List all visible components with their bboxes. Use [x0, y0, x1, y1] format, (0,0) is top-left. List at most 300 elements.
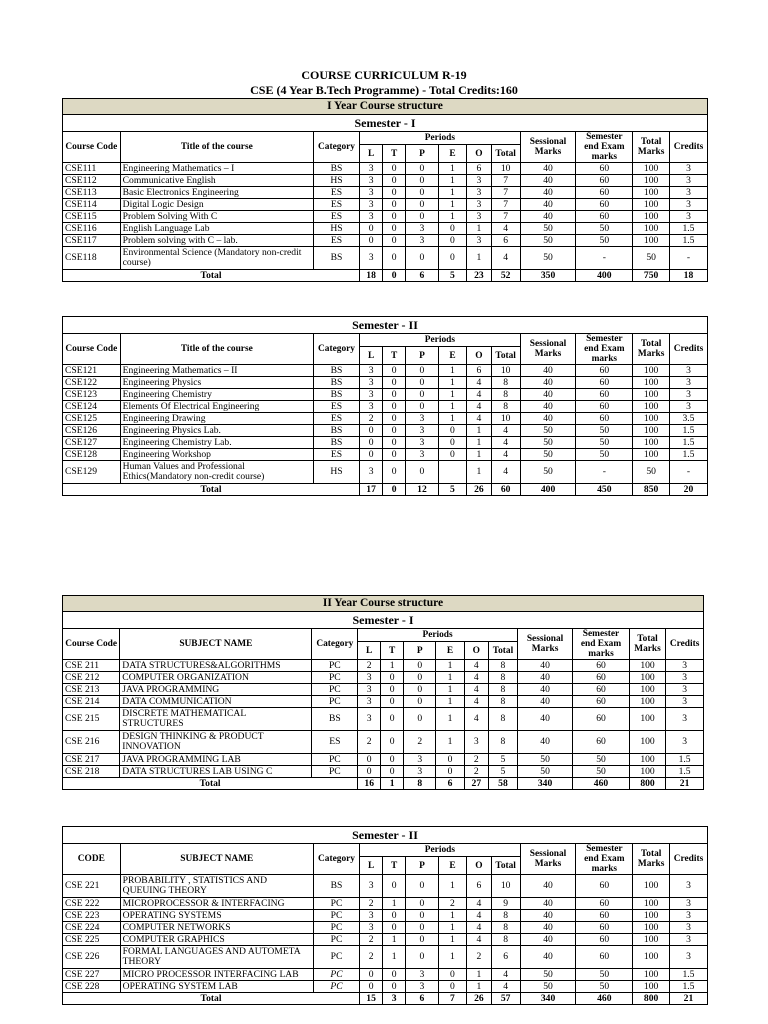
- course-title: FORMAL LANGUAGES AND AUTOMETA THEORY: [120, 946, 313, 969]
- course-title: Digital Logic Design: [120, 199, 313, 211]
- col-periods: Periods: [360, 132, 521, 145]
- period-p: 0: [406, 934, 439, 946]
- period-t: 0: [381, 708, 404, 731]
- semend-marks: 50: [576, 437, 633, 449]
- course-title: Communicative English: [120, 175, 313, 187]
- total-marks: 100: [633, 413, 670, 425]
- period-o: 1: [467, 425, 491, 437]
- course-title: JAVA PROGRAMMING LAB: [120, 754, 312, 766]
- semend-marks: 60: [576, 875, 633, 898]
- sessional-marks: 50: [520, 449, 576, 461]
- table-row: [63, 223, 708, 235]
- total-label: Total: [63, 778, 358, 790]
- total-row: [63, 993, 708, 1005]
- period-total: 8: [488, 684, 517, 696]
- period-t: 0: [383, 365, 406, 377]
- period-p: 3: [406, 969, 439, 981]
- total-marks: 100: [633, 875, 670, 898]
- period-total: 8: [491, 401, 520, 413]
- period-o: 3: [464, 731, 488, 754]
- total-e: 5: [438, 484, 466, 496]
- course-title: DATA STRUCTURES LAB USING C: [120, 766, 312, 778]
- period-t: 0: [383, 449, 406, 461]
- course-code: CSE127: [63, 437, 121, 449]
- col-title: Title of the course: [120, 132, 313, 163]
- semend-marks: 60: [576, 211, 633, 223]
- period-o: 3: [467, 175, 491, 187]
- course-title: Elements Of Electrical Engineering: [120, 401, 313, 413]
- total-o: 26: [467, 993, 491, 1005]
- course-category: HS: [313, 175, 359, 187]
- course-category: PC: [313, 910, 359, 922]
- col-code: Course Code: [63, 132, 121, 163]
- total-marks: 100: [633, 437, 670, 449]
- course-title: MICRO PROCESSOR INTERFACING LAB: [120, 969, 313, 981]
- period-l: 0: [358, 766, 381, 778]
- year2-sem2-block: [62, 826, 708, 1005]
- period-p: 0: [406, 401, 439, 413]
- period-o: 2: [464, 754, 488, 766]
- total-total: 57: [491, 993, 520, 1005]
- total-marks: 100: [633, 199, 670, 211]
- period-total: 6: [491, 235, 520, 247]
- period-e: 0: [438, 449, 466, 461]
- period-l: 2: [360, 946, 383, 969]
- credits: 3: [669, 946, 707, 969]
- credits: 3: [666, 708, 704, 731]
- period-t: 0: [381, 766, 404, 778]
- col-o: O: [467, 145, 491, 163]
- semend-marks: 60: [573, 684, 630, 696]
- period-o: 2: [464, 766, 488, 778]
- table-row: [63, 898, 708, 910]
- semend-marks: 60: [576, 365, 633, 377]
- period-o: 6: [467, 163, 491, 175]
- course-title: Human Values and Professional Ethics(Mandatory non-credit course): [120, 461, 313, 484]
- total-tm: 800: [633, 993, 670, 1005]
- total-tm: 750: [633, 270, 670, 282]
- semend-marks: 50: [576, 449, 633, 461]
- period-t: 0: [381, 754, 404, 766]
- sessional-marks: 40: [517, 672, 572, 684]
- col-credits: Credits: [669, 844, 707, 875]
- total-l: 17: [360, 484, 383, 496]
- course-title: Engineering Chemistry: [120, 389, 313, 401]
- period-total: 5: [488, 754, 517, 766]
- col-credits: Credits: [669, 334, 707, 365]
- period-t: 0: [383, 163, 406, 175]
- total-o: 23: [467, 270, 491, 282]
- col-semend: Semester end Exam marks: [576, 334, 633, 365]
- total-cr: 21: [666, 778, 704, 790]
- period-p: 0: [404, 708, 436, 731]
- page-subtitle: CSE (4 Year B.Tech Programme) - Total Credits:160: [250, 83, 518, 97]
- col-periods: Periods: [358, 629, 518, 642]
- sessional-marks: 50: [520, 247, 576, 270]
- period-l: 3: [360, 187, 383, 199]
- total-marks: 100: [633, 981, 670, 993]
- course-code: CSE 218: [63, 766, 120, 778]
- credits: 3: [666, 696, 704, 708]
- period-total: 10: [491, 163, 520, 175]
- course-category: BS: [313, 425, 359, 437]
- total-ses: 400: [520, 484, 576, 496]
- course-title: Engineering Drawing: [120, 413, 313, 425]
- period-e: 1: [436, 672, 464, 684]
- period-t: 0: [383, 211, 406, 223]
- period-e: 1: [438, 365, 466, 377]
- table-row: [63, 401, 708, 413]
- period-total: 4: [491, 449, 520, 461]
- period-l: 3: [360, 461, 383, 484]
- course-title: Environmental Science (Mandatory non-credit course): [120, 247, 313, 270]
- course-code: CSE 224: [63, 922, 121, 934]
- total-p: 6: [406, 270, 439, 282]
- course-title: Engineering Physics: [120, 377, 313, 389]
- period-e: 1: [438, 199, 466, 211]
- course-category: PC: [313, 898, 359, 910]
- semend-marks: 60: [576, 898, 633, 910]
- total-marks: 100: [633, 163, 670, 175]
- period-l: 3: [360, 401, 383, 413]
- course-title: Basic Electronics Engineering: [120, 187, 313, 199]
- total-end: 460: [573, 778, 630, 790]
- semend-marks: 60: [573, 696, 630, 708]
- period-o: 3: [467, 211, 491, 223]
- total-l: 15: [360, 993, 383, 1005]
- period-l: 3: [360, 875, 383, 898]
- table-row: [63, 934, 708, 946]
- course-code: CSE122: [63, 377, 121, 389]
- period-t: 0: [383, 875, 406, 898]
- period-p: 3: [404, 754, 436, 766]
- period-total: 7: [491, 187, 520, 199]
- sessional-marks: 40: [520, 401, 576, 413]
- period-t: 0: [383, 235, 406, 247]
- col-code: Course Code: [63, 629, 120, 660]
- semend-marks: 60: [576, 946, 633, 969]
- period-l: 3: [360, 922, 383, 934]
- credits: 3: [669, 377, 707, 389]
- period-t: 1: [383, 898, 406, 910]
- period-o: 4: [464, 672, 488, 684]
- period-e: 2: [438, 898, 466, 910]
- total-cr: 18: [669, 270, 707, 282]
- course-code: CSE 228: [63, 981, 121, 993]
- total-row: [63, 484, 708, 496]
- course-category: ES: [313, 211, 359, 223]
- period-t: 1: [383, 946, 406, 969]
- total-marks: 100: [633, 235, 670, 247]
- period-p: 0: [406, 922, 439, 934]
- col-o: O: [464, 642, 488, 660]
- period-p: 0: [406, 377, 439, 389]
- course-title: Engineering Chemistry Lab.: [120, 437, 313, 449]
- period-p: 0: [406, 175, 439, 187]
- total-marks: 100: [633, 922, 670, 934]
- period-p: 3: [406, 235, 439, 247]
- period-t: 0: [383, 437, 406, 449]
- period-p: 0: [406, 163, 439, 175]
- table-row: [63, 731, 704, 754]
- period-total: 8: [491, 389, 520, 401]
- total-p: 8: [404, 778, 436, 790]
- period-t: 0: [383, 199, 406, 211]
- period-o: 3: [467, 187, 491, 199]
- period-e: 1: [438, 401, 466, 413]
- period-e: 0: [438, 981, 466, 993]
- period-o: 4: [467, 910, 491, 922]
- credits: -: [669, 461, 707, 484]
- total-marks: 100: [633, 898, 670, 910]
- total-t: 3: [383, 993, 406, 1005]
- period-o: 6: [467, 365, 491, 377]
- table-row: [63, 449, 708, 461]
- col-l: L: [360, 145, 383, 163]
- table-row: [63, 708, 704, 731]
- semend-marks: 60: [576, 910, 633, 922]
- course-title: DISCRETE MATHEMATICAL STRUCTURES: [120, 708, 312, 731]
- period-e: 1: [438, 377, 466, 389]
- semend-marks: 60: [576, 175, 633, 187]
- period-l: 0: [360, 223, 383, 235]
- table-row: [63, 684, 704, 696]
- col-code: Course Code: [63, 334, 121, 365]
- sessional-marks: 40: [520, 934, 576, 946]
- course-category: HS: [313, 461, 359, 484]
- period-o: 3: [467, 235, 491, 247]
- period-l: 3: [360, 211, 383, 223]
- period-t: 0: [383, 910, 406, 922]
- table-row: [63, 461, 708, 484]
- credits: 1.5: [666, 754, 704, 766]
- period-o: 4: [464, 660, 488, 672]
- col-total: Total: [488, 642, 517, 660]
- semend-marks: 60: [573, 660, 630, 672]
- col-totalmarks: Total Marks: [633, 334, 670, 365]
- period-e: 1: [438, 163, 466, 175]
- period-t: 0: [383, 922, 406, 934]
- total-total: 60: [491, 484, 520, 496]
- period-o: 6: [467, 875, 491, 898]
- total-o: 27: [464, 778, 488, 790]
- col-semend: Semester end Exam marks: [576, 132, 633, 163]
- course-title: OPERATING SYSTEM LAB: [120, 981, 313, 993]
- period-o: 1: [467, 223, 491, 235]
- period-total: 4: [491, 425, 520, 437]
- course-category: ES: [313, 413, 359, 425]
- period-total: 8: [488, 708, 517, 731]
- period-e: 1: [436, 696, 464, 708]
- total-marks: 100: [633, 946, 670, 969]
- credits: 3: [669, 199, 707, 211]
- table-row: [63, 766, 704, 778]
- col-o: O: [467, 347, 491, 365]
- course-code: CSE 226: [63, 946, 121, 969]
- year1-sem1-block: [62, 98, 708, 282]
- course-category: ES: [313, 187, 359, 199]
- course-code: CSE113: [63, 187, 121, 199]
- period-total: 9: [491, 898, 520, 910]
- total-marks: 100: [633, 910, 670, 922]
- table-row: [63, 175, 708, 187]
- col-credits: Credits: [669, 132, 707, 163]
- table-row: [63, 247, 708, 270]
- total-marks: 100: [629, 696, 665, 708]
- semend-marks: -: [576, 461, 633, 484]
- col-l: L: [358, 642, 381, 660]
- course-code: CSE 225: [63, 934, 121, 946]
- total-p: 6: [406, 993, 439, 1005]
- sessional-marks: 40: [520, 875, 576, 898]
- period-e: 1: [438, 187, 466, 199]
- period-total: 10: [491, 365, 520, 377]
- semester-heading: Semester - I: [62, 611, 704, 628]
- period-e: 0: [438, 425, 466, 437]
- col-totalmarks: Total Marks: [629, 629, 665, 660]
- col-l: L: [360, 857, 383, 875]
- total-marks: 100: [633, 389, 670, 401]
- semend-marks: -: [576, 247, 633, 270]
- course-category: HS: [313, 223, 359, 235]
- sessional-marks: 40: [520, 365, 576, 377]
- total-marks: 100: [629, 766, 665, 778]
- period-total: 4: [491, 437, 520, 449]
- period-p: 0: [404, 660, 436, 672]
- period-o: 4: [464, 696, 488, 708]
- total-tm: 850: [633, 484, 670, 496]
- credits: 3: [669, 898, 707, 910]
- course-category: BS: [313, 389, 359, 401]
- table-row: [63, 425, 708, 437]
- course-category: BS: [313, 377, 359, 389]
- period-l: 0: [360, 437, 383, 449]
- credits: 3: [666, 684, 704, 696]
- col-periods: Periods: [360, 334, 521, 347]
- credits: -: [669, 247, 707, 270]
- course-title: PROBABILITY , STATISTICS AND QUEUING THEORY: [120, 875, 313, 898]
- total-marks: 100: [629, 754, 665, 766]
- table-row: [63, 187, 708, 199]
- period-e: 1: [438, 875, 466, 898]
- period-e: 0: [438, 437, 466, 449]
- course-category: PC: [313, 946, 359, 969]
- period-e: 1: [438, 413, 466, 425]
- semend-marks: 60: [576, 199, 633, 211]
- period-l: 3: [358, 696, 381, 708]
- sessional-marks: 40: [517, 660, 572, 672]
- col-semend: Semester end Exam marks: [576, 844, 633, 875]
- period-p: 0: [406, 946, 439, 969]
- course-code: CSE 216: [63, 731, 120, 754]
- period-e: 0: [438, 247, 466, 270]
- course-code: CSE 221: [63, 875, 121, 898]
- period-l: 3: [358, 672, 381, 684]
- period-l: 3: [358, 684, 381, 696]
- total-cr: 21: [669, 993, 707, 1005]
- total-total: 58: [488, 778, 517, 790]
- semend-marks: 60: [573, 708, 630, 731]
- year-band: II Year Course structure: [62, 595, 704, 611]
- period-t: 0: [383, 223, 406, 235]
- period-total: 4: [491, 981, 520, 993]
- period-t: 0: [383, 175, 406, 187]
- sessional-marks: 40: [517, 696, 572, 708]
- total-e: 5: [438, 270, 466, 282]
- col-p: P: [404, 642, 436, 660]
- credits: 3: [669, 175, 707, 187]
- sessional-marks: 50: [520, 437, 576, 449]
- period-p: 3: [406, 437, 439, 449]
- period-l: 2: [358, 731, 381, 754]
- period-o: 1: [467, 247, 491, 270]
- curriculum-table: [62, 628, 704, 790]
- table-row: [63, 377, 708, 389]
- col-p: P: [406, 857, 439, 875]
- period-total: 8: [491, 922, 520, 934]
- credits: 3: [669, 934, 707, 946]
- col-category: Category: [313, 334, 359, 365]
- period-p: 3: [406, 413, 439, 425]
- period-o: 4: [467, 922, 491, 934]
- course-code: CSE115: [63, 211, 121, 223]
- period-t: 0: [381, 672, 404, 684]
- sessional-marks: 40: [520, 175, 576, 187]
- credits: 3: [669, 401, 707, 413]
- course-category: PC: [313, 934, 359, 946]
- course-category: PC: [312, 766, 358, 778]
- period-o: 2: [467, 946, 491, 969]
- period-total: 8: [488, 731, 517, 754]
- course-code: CSE 222: [63, 898, 121, 910]
- total-label: Total: [63, 484, 360, 496]
- period-t: 0: [381, 684, 404, 696]
- period-e: 1: [438, 910, 466, 922]
- semend-marks: 50: [576, 223, 633, 235]
- total-p: 12: [406, 484, 439, 496]
- period-p: 0: [406, 461, 439, 484]
- col-t: T: [383, 347, 406, 365]
- period-p: 0: [406, 199, 439, 211]
- col-total: Total: [491, 145, 520, 163]
- period-t: 1: [381, 660, 404, 672]
- sessional-marks: 50: [517, 766, 572, 778]
- page-title: COURSE CURRICULUM R-19: [301, 68, 467, 82]
- period-total: 4: [491, 461, 520, 484]
- period-p: 3: [406, 981, 439, 993]
- col-sessional: Sessional Marks: [520, 132, 576, 163]
- total-t: 0: [383, 484, 406, 496]
- total-marks: 50: [633, 247, 670, 270]
- course-code: CSE118: [63, 247, 121, 270]
- period-t: 0: [383, 401, 406, 413]
- total-e: 7: [438, 993, 466, 1005]
- header-row: [63, 629, 704, 642]
- semend-marks: 60: [576, 389, 633, 401]
- period-e: 0: [438, 969, 466, 981]
- course-title: Engineering Mathematics – II: [120, 365, 313, 377]
- col-code: CODE: [63, 844, 121, 875]
- sessional-marks: 40: [520, 377, 576, 389]
- col-category: Category: [313, 844, 359, 875]
- period-total: 8: [491, 934, 520, 946]
- period-l: 3: [360, 247, 383, 270]
- credits: 3: [669, 875, 707, 898]
- sessional-marks: 40: [517, 684, 572, 696]
- period-o: 1: [467, 981, 491, 993]
- period-l: 3: [360, 175, 383, 187]
- total-marks: 100: [633, 365, 670, 377]
